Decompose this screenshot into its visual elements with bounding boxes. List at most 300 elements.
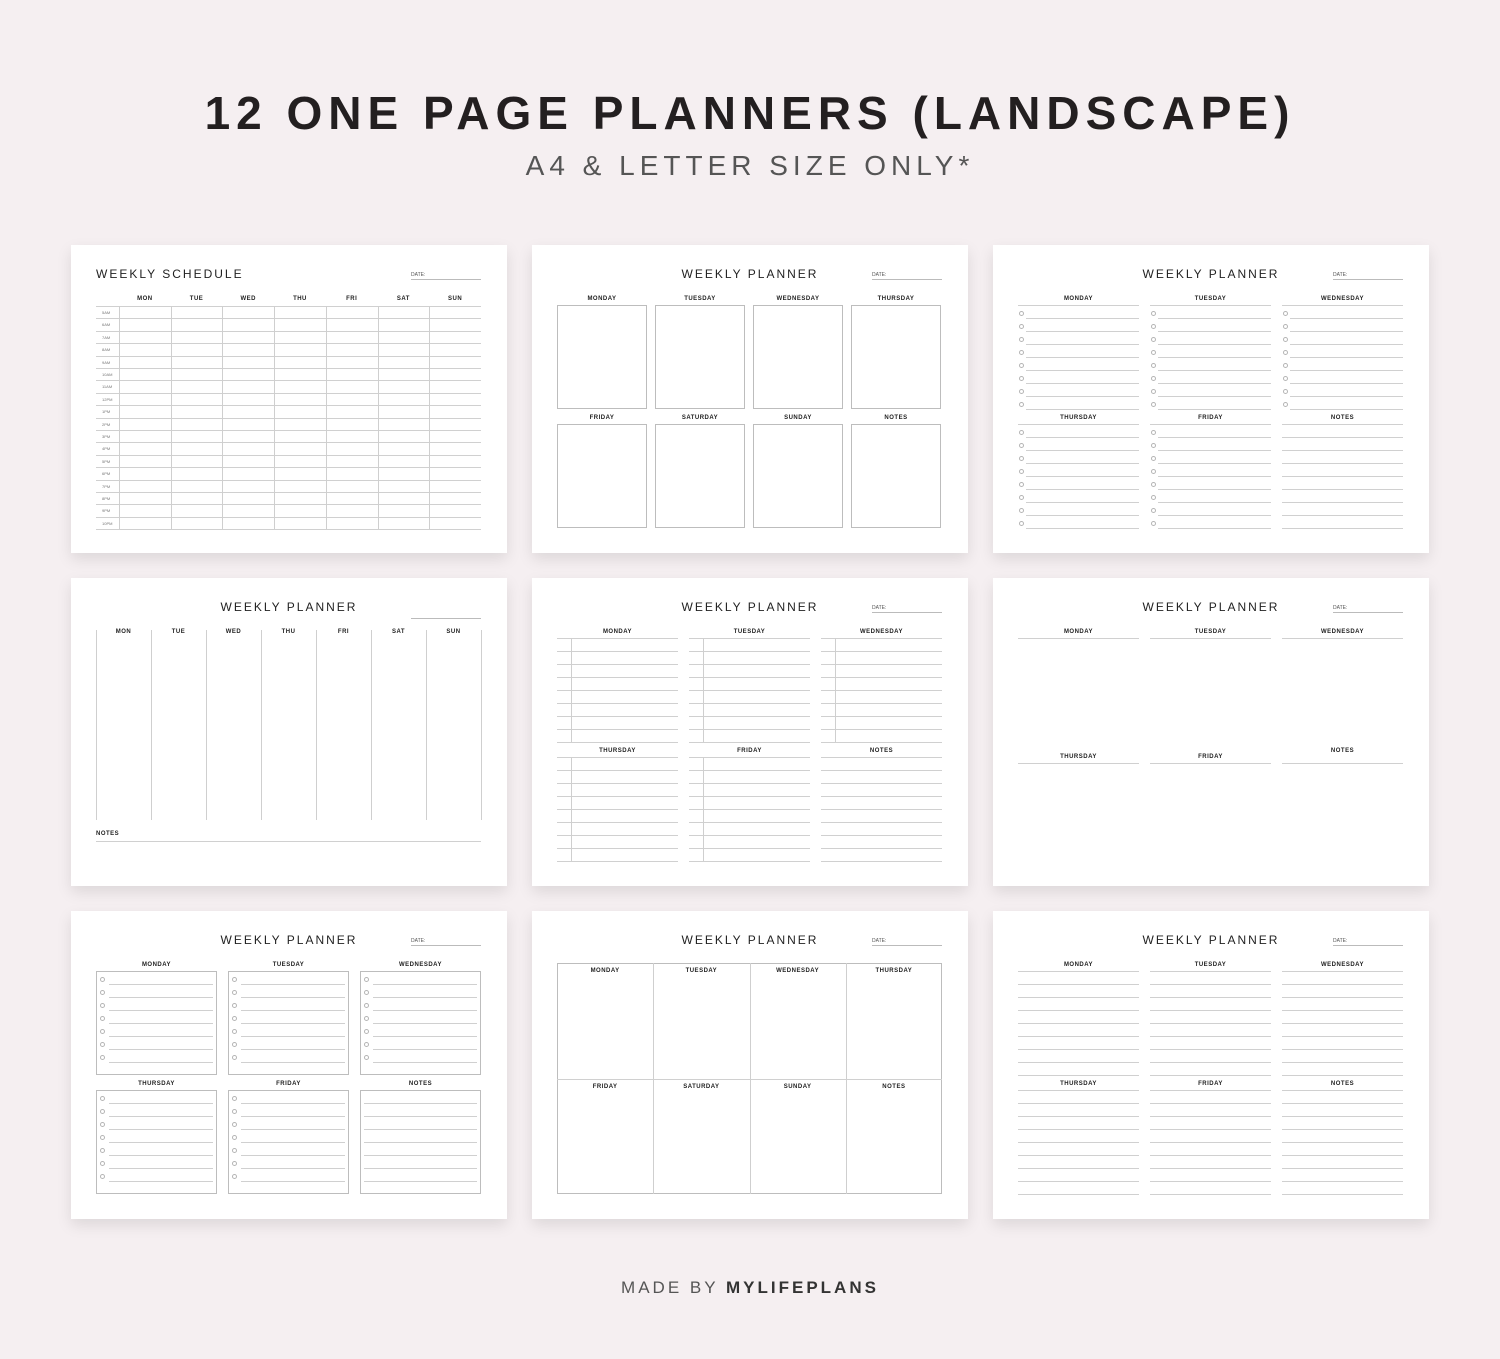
rule-line: [1158, 437, 1271, 438]
rule-line: [689, 796, 810, 797]
schedule-row-line: [96, 405, 481, 406]
checkbox-circle-icon: [1151, 389, 1156, 394]
footer-made-by: MADE BY: [621, 1278, 719, 1297]
rule-line: [689, 861, 810, 862]
rule-line: [1282, 997, 1403, 998]
day-label: WED: [225, 629, 242, 635]
rule-line: [373, 1049, 477, 1050]
rule-line: [1150, 984, 1271, 985]
rule-line: [1282, 463, 1403, 464]
schedule-row-line: [96, 504, 481, 505]
rule-line: [689, 770, 810, 771]
checkbox-circle-icon: [100, 977, 105, 982]
rule-line: [689, 729, 810, 730]
section-header-line: [1150, 424, 1271, 425]
rule-line: [241, 997, 345, 998]
checkbox-circle-icon: [1019, 350, 1024, 355]
rule-line: [1018, 1155, 1139, 1156]
checkbox-circle-icon: [1283, 376, 1288, 381]
day-label: FRIDAY: [737, 748, 762, 754]
rule-line: [1018, 1103, 1139, 1104]
date-field: DATE:: [872, 938, 942, 946]
time-label: 8PM: [102, 496, 111, 501]
rule-line: [241, 1010, 345, 1011]
day-label: NOTES: [1330, 1081, 1355, 1087]
rule-line: [1282, 1168, 1403, 1169]
rule-line: [241, 984, 345, 985]
rule-line: [557, 742, 678, 743]
rule-line: [689, 835, 810, 836]
rule-line: [1158, 357, 1271, 358]
planner-card-blank[interactable]: [993, 578, 1429, 886]
rule-line: [1282, 1062, 1403, 1063]
checkbox-circle-icon: [364, 1016, 369, 1021]
column-divider: [222, 306, 223, 529]
rule-line: [109, 1142, 213, 1143]
rule-line: [557, 690, 678, 691]
checkbox-circle-icon: [364, 977, 369, 982]
rule-line: [1026, 357, 1139, 358]
rule-line: [1282, 1116, 1403, 1117]
rule-line: [1290, 344, 1403, 345]
rule-line: [689, 703, 810, 704]
rule-line: [1026, 476, 1139, 477]
day-label: MON: [115, 629, 132, 635]
schedule-row-line: [96, 529, 481, 530]
rule-line: [109, 1010, 213, 1011]
checkbox-circle-icon: [232, 1016, 237, 1021]
column-divider: [206, 630, 207, 820]
day-label: MONDAY: [1063, 962, 1094, 968]
margin-line: [571, 638, 572, 742]
margin-line: [703, 638, 704, 742]
day-label: WED: [240, 296, 257, 302]
day-label: WEDNESDAY: [776, 968, 820, 974]
time-label: 7PM: [102, 483, 111, 489]
rule-line: [1282, 489, 1403, 490]
rule-line: [241, 1103, 345, 1104]
schedule-row-line: [96, 356, 481, 357]
day-label: THU: [293, 296, 307, 302]
planner-card-columns[interactable]: [71, 578, 507, 886]
rule-line: [241, 1168, 345, 1169]
rule-line: [1150, 1010, 1271, 1011]
rule-line: [1018, 1075, 1139, 1076]
rule-line: [373, 1023, 477, 1024]
date-field: DATE:: [1333, 272, 1403, 280]
rule-line: [557, 703, 678, 704]
checkbox-circle-icon: [232, 1109, 237, 1114]
rule-line: [1150, 1103, 1271, 1104]
rule-line: [1150, 971, 1271, 972]
rule-line: [1018, 1129, 1139, 1130]
checkbox-circle-icon: [1151, 376, 1156, 381]
checkbox-circle-icon: [1283, 363, 1288, 368]
checkbox-circle-icon: [1019, 495, 1024, 500]
rule-line: [1026, 370, 1139, 371]
time-label: 2PM: [102, 421, 111, 427]
date-field: DATE:: [1333, 605, 1403, 613]
rule-line: [821, 664, 942, 665]
column-divider: [119, 306, 120, 529]
checkbox-circle-icon: [100, 1029, 105, 1034]
rule-line: [109, 997, 213, 998]
checkbox-circle-icon: [1019, 402, 1024, 407]
rule-line: [1282, 971, 1403, 972]
day-box: [655, 424, 745, 528]
rule-line: [1026, 331, 1139, 332]
column-divider: [481, 630, 482, 820]
day-label: TUESDAY: [1194, 962, 1227, 968]
rule-line: [557, 638, 678, 639]
checkbox-circle-icon: [100, 1148, 105, 1153]
rule-line: [1026, 489, 1139, 490]
rule-line: [557, 783, 678, 784]
checkbox-circle-icon: [100, 990, 105, 995]
schedule-row-line: [96, 455, 481, 456]
day-label: THURSDAY: [599, 748, 636, 754]
column-divider: [171, 306, 172, 529]
checkbox-circle-icon: [1151, 469, 1156, 474]
rule-line: [1282, 1036, 1403, 1037]
rule-line: [241, 1155, 345, 1156]
rule-line: [689, 757, 810, 758]
checkbox-circle-icon: [232, 1122, 237, 1127]
rule-line: [557, 861, 678, 862]
rule-line: [1150, 1168, 1271, 1169]
margin-line: [835, 638, 836, 742]
checkbox-circle-icon: [232, 977, 237, 982]
time-label: 1PM: [102, 409, 111, 415]
rule-line: [821, 729, 942, 730]
date-field: DATE:: [411, 272, 481, 280]
card-title: WEEKLY PLANNER: [1142, 267, 1280, 281]
rule-line: [1282, 1129, 1403, 1130]
rule-line: [373, 1036, 477, 1037]
rule-line: [1282, 450, 1403, 451]
rule-line: [1150, 1023, 1271, 1024]
schedule-row-line: [96, 517, 481, 518]
day-label: WEDNESDAY: [1321, 629, 1364, 635]
rule-line: [1018, 1142, 1139, 1143]
rule-line: [364, 1181, 477, 1182]
checkbox-circle-icon: [1019, 430, 1024, 435]
rule-line: [557, 796, 678, 797]
rule-line: [241, 1181, 345, 1182]
time-label: 8AM: [102, 347, 111, 353]
rule-line: [1282, 984, 1403, 985]
checkbox-circle-icon: [232, 990, 237, 995]
date-field: DATE:: [872, 605, 942, 613]
time-label: 10PM: [102, 520, 113, 526]
day-label: MONDAY: [1063, 629, 1094, 635]
day-label: TUESDAY: [684, 296, 716, 302]
time-label: 9AM: [102, 359, 111, 365]
schedule-row-line: [96, 492, 481, 493]
rule-line: [109, 1049, 213, 1050]
checkbox-circle-icon: [232, 1135, 237, 1140]
schedule-row-line: [96, 318, 481, 319]
notes-line: [96, 841, 481, 842]
rule-line: [1158, 515, 1271, 516]
rule-line: [821, 861, 942, 862]
checkbox-circle-icon: [1019, 456, 1024, 461]
rule-line: [241, 1062, 345, 1063]
rule-line: [557, 809, 678, 810]
rule-line: [557, 664, 678, 665]
rule-line: [1290, 383, 1403, 384]
day-label: TUESDAY: [685, 968, 718, 974]
checkbox-circle-icon: [1019, 482, 1024, 487]
rule-line: [1150, 1062, 1271, 1063]
rule-line: [689, 742, 810, 743]
rule-line: [1282, 1155, 1403, 1156]
time-label: 5PM: [102, 458, 111, 464]
rule-line: [1282, 476, 1403, 477]
rule-line: [1158, 344, 1271, 345]
day-label: THU: [281, 629, 296, 635]
rule-line: [364, 1142, 477, 1143]
time-label: 7AM: [102, 334, 111, 340]
day-label: WEDNESDAY: [1321, 296, 1364, 302]
rule-line: [689, 822, 810, 823]
rule-line: [109, 1155, 213, 1156]
rule-line: [1026, 463, 1139, 464]
section-header-line: [1018, 763, 1139, 764]
rule-line: [241, 1116, 345, 1117]
section-header-line: [1150, 305, 1271, 306]
day-label: SUNDAY: [783, 1083, 812, 1090]
day-label: SUN: [448, 296, 463, 302]
checkbox-circle-icon: [100, 1174, 105, 1179]
checkbox-circle-icon: [1151, 430, 1156, 435]
time-label: 12PM: [102, 396, 113, 402]
checkbox-circle-icon: [1151, 324, 1156, 329]
rule-line: [1026, 528, 1139, 529]
section-header-line: [1282, 638, 1403, 639]
rule-line: [1290, 331, 1403, 332]
column-divider: [371, 630, 372, 820]
day-box: [851, 424, 941, 528]
checkbox-circle-icon: [1151, 521, 1156, 526]
rule-line: [821, 638, 942, 639]
footer-credit: [0, 1278, 1500, 1298]
checkbox-circle-icon: [1151, 443, 1156, 448]
rule-line: [821, 716, 942, 717]
column-divider: [378, 306, 379, 529]
time-label: 9PM: [102, 508, 111, 514]
rule-line: [821, 796, 942, 797]
checkbox-circle-icon: [364, 1055, 369, 1060]
column-divider: [429, 306, 430, 529]
checkbox-circle-icon: [1283, 324, 1288, 329]
day-label: TUE: [171, 629, 186, 635]
day-label: FRIDAY: [1198, 754, 1223, 760]
rule-line: [1026, 437, 1139, 438]
margin-line: [703, 757, 704, 861]
rule-line: [821, 835, 942, 836]
rule-line: [1158, 331, 1271, 332]
rule-line: [1290, 370, 1403, 371]
schedule-row-line: [96, 368, 481, 369]
date-line: [411, 611, 481, 619]
rule-line: [821, 742, 942, 743]
day-label: TUESDAY: [272, 962, 305, 968]
day-label: NOTES: [1330, 415, 1355, 421]
planner-card-boxes[interactable]: [532, 245, 968, 553]
day-label: TUESDAY: [1194, 296, 1227, 302]
day-label: SAT: [396, 296, 410, 302]
checkbox-circle-icon: [1019, 521, 1024, 526]
rule-line: [1282, 1049, 1403, 1050]
time-label: 5AM: [102, 310, 111, 315]
rule-line: [557, 716, 678, 717]
rule-line: [689, 848, 810, 849]
day-label: SATURDAY: [683, 1083, 720, 1090]
checkbox-circle-icon: [100, 1161, 105, 1166]
rule-line: [1150, 1036, 1271, 1037]
checkbox-circle-icon: [232, 1174, 237, 1179]
checkbox-circle-icon: [1151, 508, 1156, 513]
planner-card-lined[interactable]: [993, 911, 1429, 1219]
rule-line: [1018, 1116, 1139, 1117]
checkbox-circle-icon: [364, 1042, 369, 1047]
footer-brand: MYLIFEPLANS: [726, 1278, 879, 1297]
rule-line: [1282, 1181, 1403, 1182]
checkbox-circle-icon: [100, 1055, 105, 1060]
rule-line: [1158, 528, 1271, 529]
rule-line: [1026, 396, 1139, 397]
day-label: FRIDAY: [1198, 1081, 1223, 1087]
rule-line: [1282, 437, 1403, 438]
rule-line: [241, 1129, 345, 1130]
checkbox-circle-icon: [364, 1003, 369, 1008]
checkbox-circle-icon: [1019, 508, 1024, 513]
schedule-row-line: [96, 480, 481, 481]
checkbox-circle-icon: [100, 1003, 105, 1008]
day-label: TUE: [189, 296, 204, 302]
day-label: WEDNESDAY: [1321, 962, 1364, 968]
schedule-row-line: [96, 380, 481, 381]
rule-line: [1018, 1194, 1139, 1195]
rule-line: [364, 1103, 477, 1104]
rule-line: [109, 1103, 213, 1104]
planner-card-grid[interactable]: [532, 911, 968, 1219]
planner-card-boxed-checklist[interactable]: [71, 911, 507, 1219]
day-box: [557, 305, 647, 409]
day-label: MON: [137, 296, 153, 302]
checkbox-circle-icon: [1151, 337, 1156, 342]
rule-line: [1282, 1090, 1403, 1091]
page-title: 12 ONE PAGE PLANNERS (LANDSCAPE): [204, 87, 1296, 139]
planner-card-lined-margin[interactable]: [532, 578, 968, 886]
schedule-row-line: [96, 442, 481, 443]
rule-line: [821, 770, 942, 771]
checkbox-circle-icon: [1283, 350, 1288, 355]
rule-line: [821, 783, 942, 784]
planner-card-checklist[interactable]: [993, 245, 1429, 553]
day-label: THURSDAY: [1060, 1081, 1097, 1087]
day-label: THURSDAY: [1060, 415, 1097, 421]
checkbox-circle-icon: [1019, 363, 1024, 368]
time-label: 11AM: [102, 384, 113, 390]
rule-line: [821, 848, 942, 849]
rule-line: [821, 651, 942, 652]
rule-line: [373, 1062, 477, 1063]
card-title: WEEKLY PLANNER: [220, 600, 358, 614]
rule-line: [1158, 409, 1271, 410]
day-label: NOTES: [1330, 748, 1355, 754]
planner-card-weekly-schedule[interactable]: [71, 245, 507, 553]
section-header-line: [1150, 763, 1271, 764]
checkbox-circle-icon: [1019, 389, 1024, 394]
day-box: [851, 305, 941, 409]
card-title: WEEKLY PLANNER: [1142, 600, 1280, 614]
rule-line: [1018, 1090, 1139, 1091]
checkbox-circle-icon: [1151, 363, 1156, 368]
card-title: WEEKLY PLANNER: [681, 933, 819, 947]
day-label: MONDAY: [590, 968, 620, 974]
rule-line: [821, 690, 942, 691]
schedule-row-line: [96, 430, 481, 431]
rule-line: [557, 729, 678, 730]
checkbox-circle-icon: [1151, 456, 1156, 461]
checkbox-circle-icon: [1019, 469, 1024, 474]
rule-line: [821, 809, 942, 810]
day-label: FRIDAY: [1198, 415, 1223, 421]
time-label: 4PM: [102, 446, 111, 452]
day-label: MONDAY: [141, 962, 172, 968]
rule-line: [1282, 1194, 1403, 1195]
schedule-row-line: [96, 331, 481, 332]
day-label: NOTES: [882, 1083, 906, 1090]
checkbox-circle-icon: [1019, 337, 1024, 342]
day-label: MONDAY: [587, 296, 617, 302]
rule-line: [1018, 997, 1139, 998]
rule-line: [689, 690, 810, 691]
card-title: WEEKLY PLANNER: [220, 933, 358, 947]
checkbox-circle-icon: [1283, 402, 1288, 407]
rule-line: [1018, 984, 1139, 985]
rule-line: [241, 1049, 345, 1050]
column-divider: [261, 630, 262, 820]
rule-line: [557, 757, 678, 758]
rule-line: [557, 835, 678, 836]
day-box: [753, 424, 843, 528]
column-divider: [426, 630, 427, 820]
rule-line: [1282, 528, 1403, 529]
rule-line: [109, 984, 213, 985]
day-label: TUESDAY: [733, 629, 766, 635]
rule-line: [1026, 318, 1139, 319]
day-label: THURSDAY: [138, 1081, 175, 1087]
rule-line: [1026, 502, 1139, 503]
rule-line: [1026, 344, 1139, 345]
rule-line: [1150, 997, 1271, 998]
rule-line: [1290, 409, 1403, 410]
section-header-line: [1282, 763, 1403, 764]
day-label: FRIDAY: [592, 1083, 618, 1090]
rule-line: [1018, 1023, 1139, 1024]
rule-line: [1018, 971, 1139, 972]
grid-divider: [557, 1079, 942, 1080]
day-label: NOTES: [869, 748, 894, 754]
rule-line: [689, 664, 810, 665]
day-label: THURSDAY: [1060, 754, 1097, 760]
page-subtitle: A4 & LETTER SIZE ONLY*: [525, 150, 975, 181]
rule-line: [1150, 1155, 1271, 1156]
rule-line: [1018, 1168, 1139, 1169]
